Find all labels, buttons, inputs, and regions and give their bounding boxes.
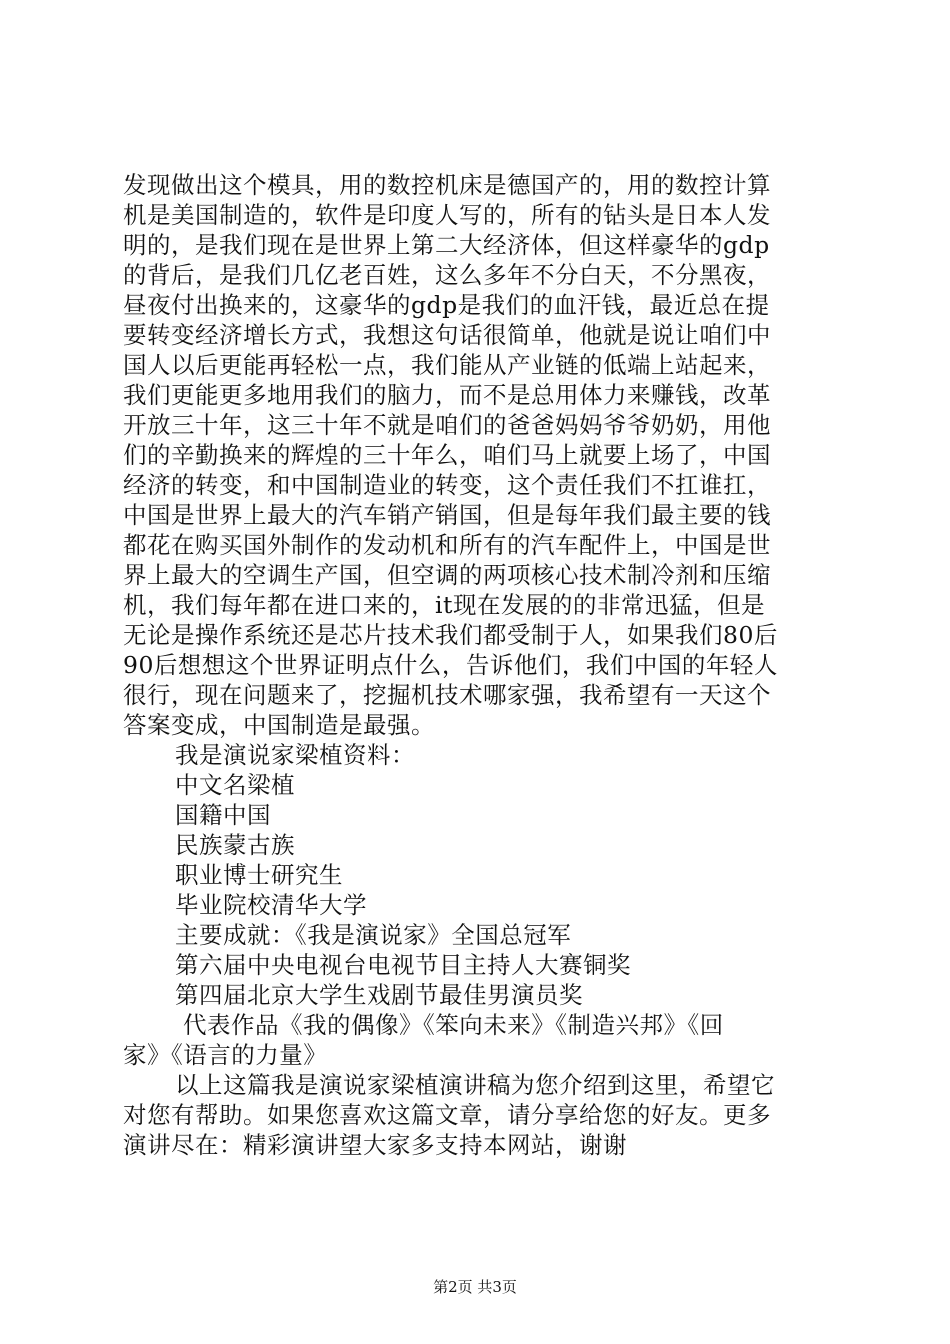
body-line: 国人以后更能再轻松一点，我们能从产业链的低端上站起来，	[123, 351, 771, 379]
body-line: 无论是操作系统还是芯片技术我们都受制于人，如果我们80后	[123, 621, 778, 649]
profile-item: 第四届北京大学生戏剧节最佳男演员奖	[175, 981, 583, 1009]
profile-item: 民族蒙古族	[175, 831, 295, 859]
profile-item: 职业博士研究生	[175, 861, 343, 889]
profile-item: 第六届中央电视台电视节目主持人大赛铜奖	[175, 951, 631, 979]
closing-line: 对您有帮助。如果您喜欢这篇文章，请分享给您的好友。更多	[123, 1101, 771, 1129]
profile-works-line: 家》《语言的力量》	[123, 1041, 328, 1069]
body-line: 开放三十年，这三十年不就是咱们的爸爸妈妈爷爷奶奶，用他	[123, 411, 771, 439]
body-line: 昼夜付出换来的，这豪华的gdp是我们的血汗钱，最近总在提	[123, 291, 770, 319]
body-line: 中国是世界上最大的汽车销产销国，但是每年我们最主要的钱	[123, 501, 771, 529]
profile-item: 中文名梁植	[175, 771, 295, 799]
body-line: 90后想想这个世界证明点什么，告诉他们，我们中国的年轻人	[123, 651, 778, 679]
closing-line: 演讲尽在：精彩演讲望大家多支持本网站，谢谢	[123, 1131, 627, 1159]
document-body	[123, 170, 833, 1160]
body-line: 明的，是我们现在是世界上第二大经济体，但这样豪华的gdp	[123, 231, 770, 259]
body-line: 们的辛勤换来的辉煌的三十年么，咱们马上就要上场了，中国	[123, 441, 771, 469]
body-line: 要转变经济增长方式，我想这句话很简单，他就是说让咱们中	[123, 321, 771, 349]
body-line: 机，我们每年都在进口来的，it现在发展的的非常迅猛，但是	[123, 591, 765, 619]
body-line: 我们更能更多地用我们的脑力，而不是总用体力来赚钱，改革	[123, 381, 771, 409]
profile-item: 毕业院校清华大学	[175, 891, 367, 919]
body-line: 都花在购买国外制作的发动机和所有的汽车配件上，中国是世	[123, 531, 771, 559]
body-line: 很行，现在问题来了，挖掘机技术哪家强，我希望有一天这个	[123, 681, 771, 709]
closing-line: 以上这篇我是演说家梁植演讲稿为您介绍到这里，希望它	[175, 1071, 775, 1099]
profile-works-line: 代表作品《我的偶像》《笨向未来》《制造兴邦》《回	[183, 1011, 724, 1039]
body-line: 答案变成，中国制造是最强。	[123, 711, 435, 739]
body-line: 界上最大的空调生产国，但空调的两项核心技术制冷剂和压缩	[123, 561, 771, 589]
page-number-footer: 第2页 共3页	[433, 1278, 517, 1296]
body-line: 的背后，是我们几亿老百姓，这么多年不分白天，不分黑夜，	[123, 261, 771, 289]
body-line: 机是美国制造的，软件是印度人写的，所有的钻头是日本人发	[123, 201, 771, 229]
profile-item: 主要成就：《我是演说家》全国总冠军	[175, 921, 572, 949]
body-line: 发现做出这个模具，用的数控机床是德国产的，用的数控计算	[123, 171, 771, 199]
profile-item: 国籍中国	[175, 801, 271, 829]
body-line: 经济的转变，和中国制造业的转变，这个责任我们不扛谁扛，	[123, 471, 771, 499]
profile-heading: 我是演说家梁植资料：	[175, 741, 415, 769]
